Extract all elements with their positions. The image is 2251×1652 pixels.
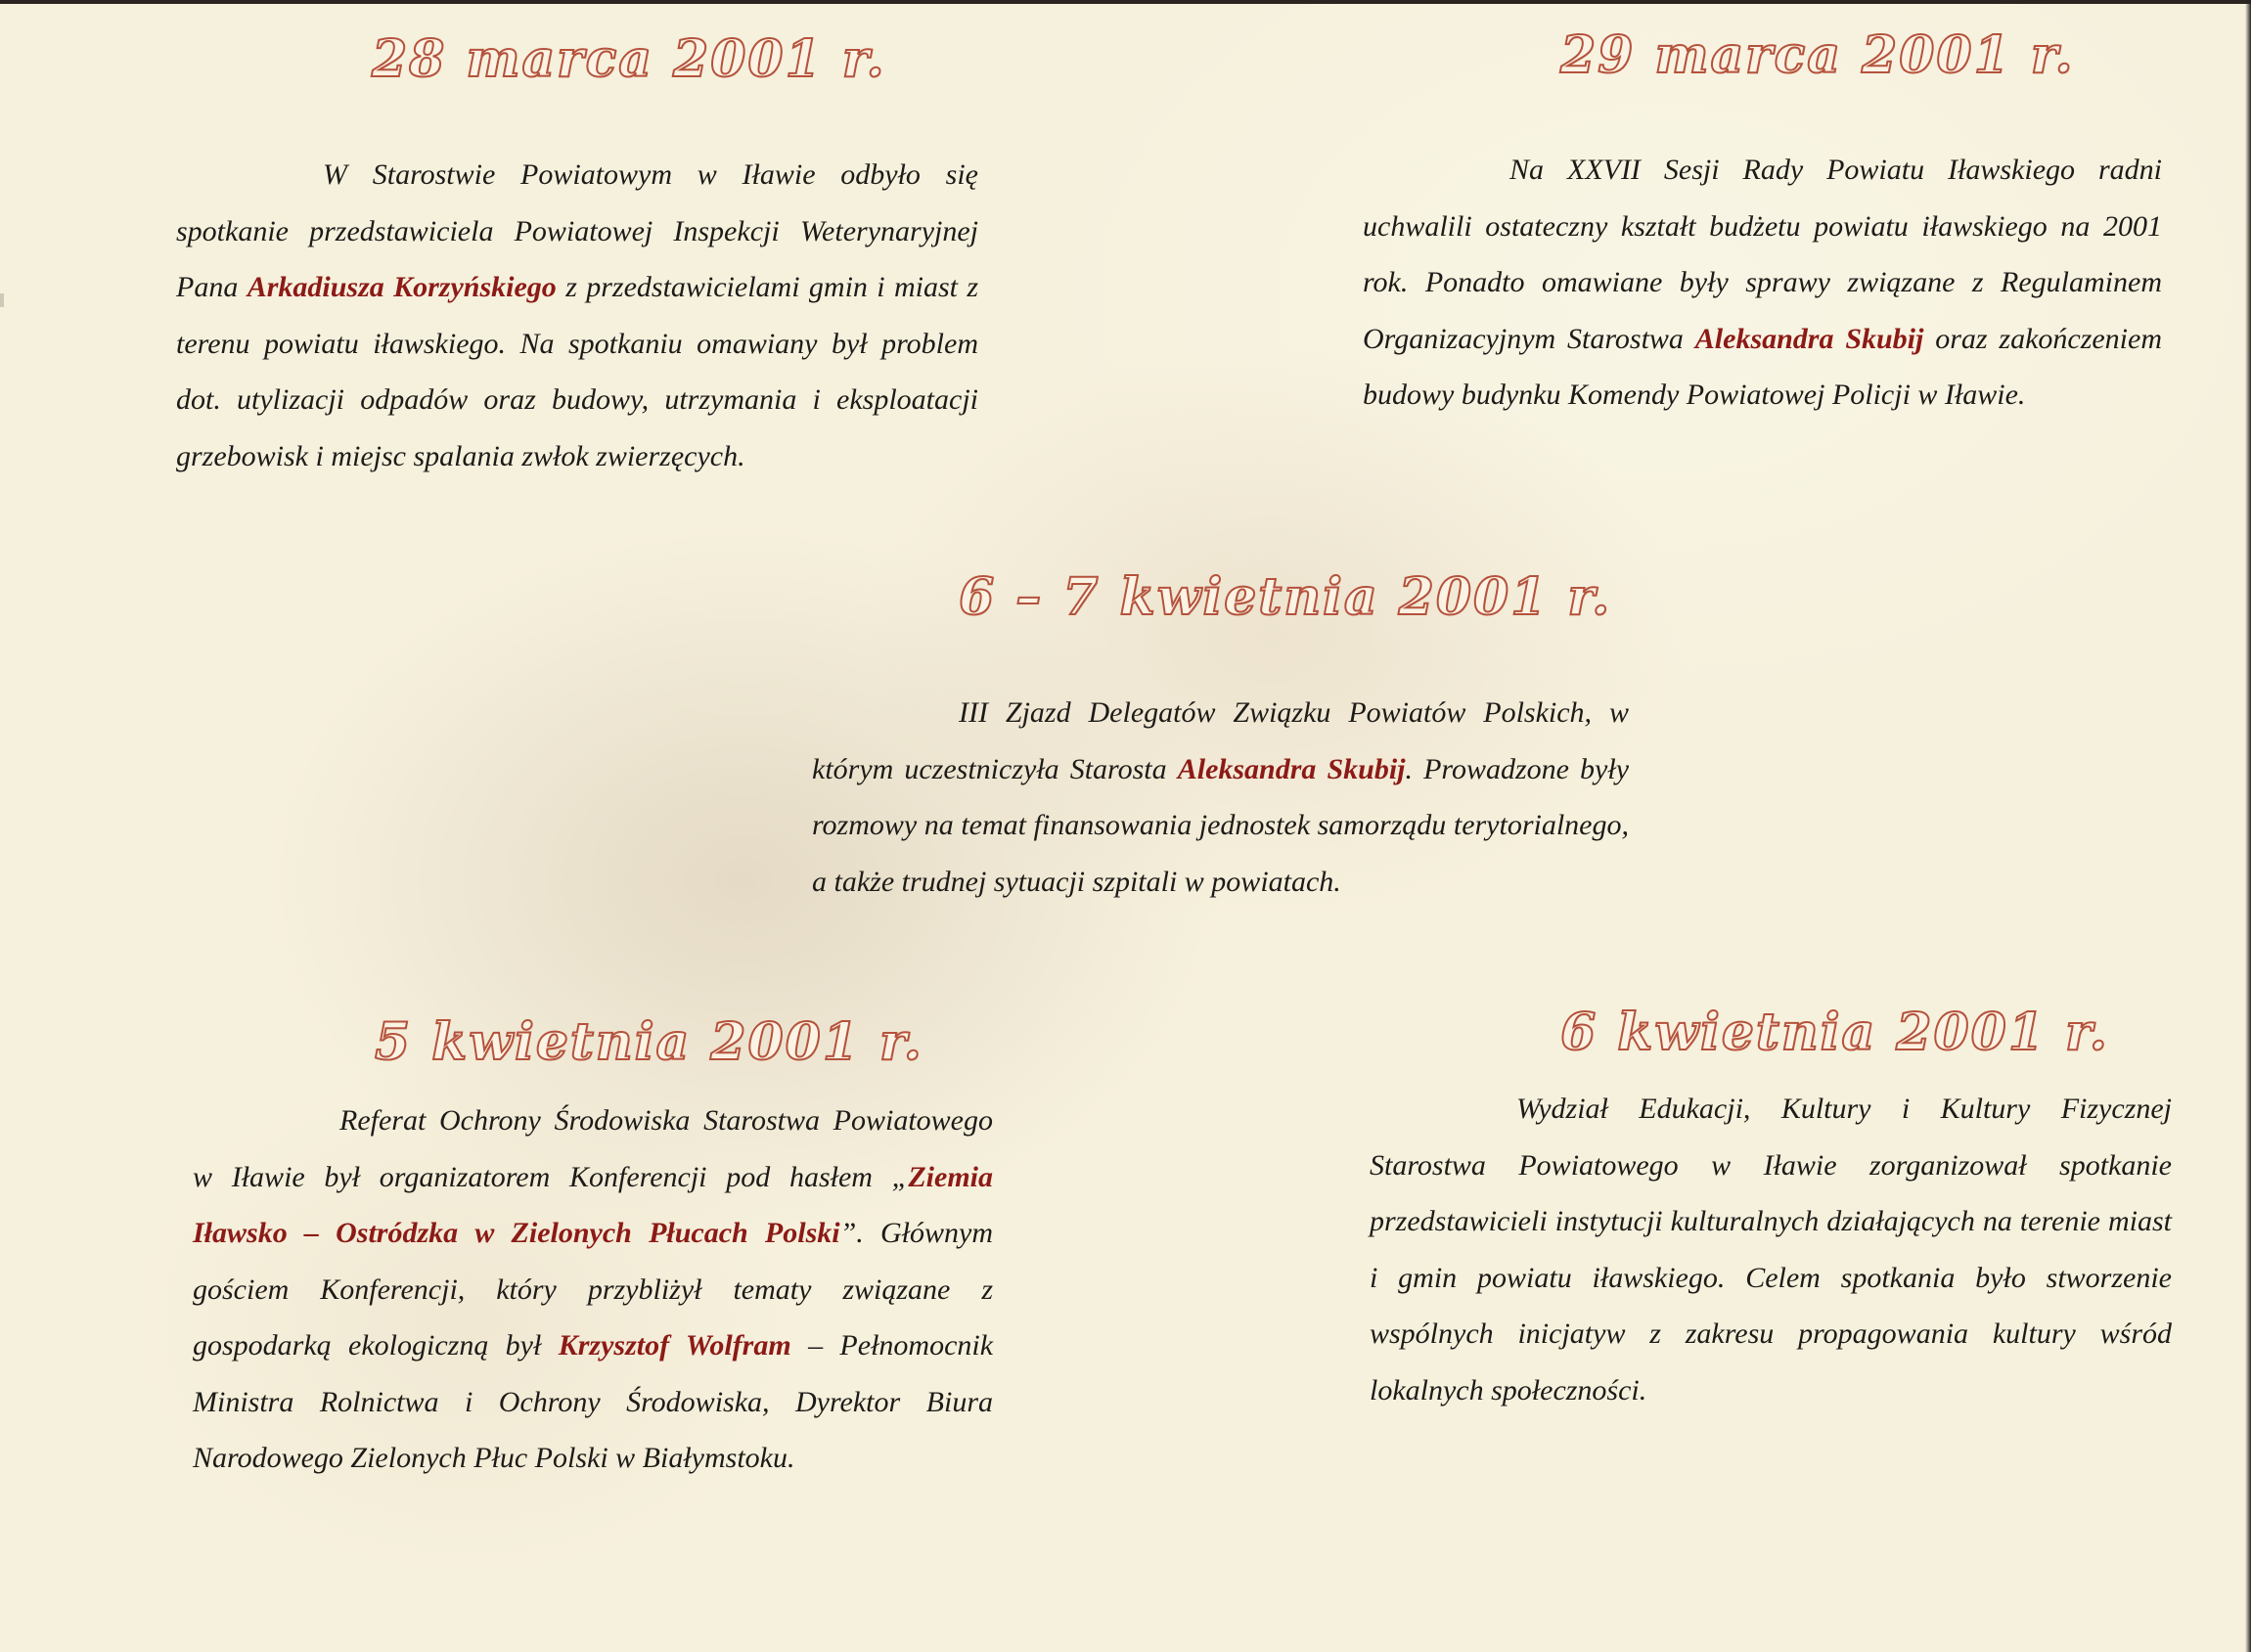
entry-29-marca [1363,142,2162,424]
entry-6-7-kwietnia-text-1: III Zjazd Delegatów Związku Powiatów Polskich, w którym uczestniczyła Starosta [812,696,1629,785]
entry-5-kwietnia [193,1093,993,1487]
date-heading-29-marca: 29 marca 2001 r. [1560,25,2075,85]
entry-5-kwietnia-text-1: Referat Ochrony Środowiska Starostwa Powiatowego w Iławie był organizatorem Konferencji pod hasłem „ [193,1104,993,1193]
person-name-skubij: Aleksandra Skubij [1694,322,1924,355]
entry-5-kwietnia-text-2: ”. Głównym gościem Konferencji, który przybliżył tematy związane z gospodarką ekologiczną był [193,1217,993,1362]
entry-6-7-kwietnia [812,685,1629,910]
date-heading-6-7-kwietnia: 6 – 7 kwietnia 2001 r. [959,567,1612,627]
entry-29-marca-text-1: Na XXVII Sesji Rady Powiatu Iławskiego radni uchwalili ostateczny kształt budżetu powiatu iławskiego na 2001 rok. Ponadto omawiane były sprawy związane z Regulaminem Organizacyjnym Starostwa [1363,154,2162,355]
scan-speck [0,293,4,307]
entry-28-marca [176,147,978,484]
entry-5-kwietnia-text-3: – Pełnomocnik Ministra Rolnictwa i Ochrony Środowiska, Dyrektor Biura Narodowego Zielonych Płuc Polski w Białymstoku. [193,1329,994,1474]
entry-28-marca-text-1: W Starostwie Powiatowym w Iławie odbyło się spotkanie przedstawiciela Powiatowej Inspekcji Weterynaryjnej Pana [176,158,978,303]
entry-6-7-kwietnia-text-2: . Prowadzone były rozmowy na temat finansowania jednostek samorządu terytorialnego, a także trudnej sytuacji szpitali w powiatach. [812,752,1630,898]
person-name-korzynski: Arkadiusza Korzyńskiego [247,271,557,303]
date-heading-5-kwietnia: 5 kwietnia 2001 r. [375,1012,923,1072]
scan-border-top [0,0,2251,4]
entry-28-marca-text-2: z przedstawicielami gmin i miast z terenu powiatu iławskiego. Na spotkaniu omawiany był problem dot. utylizacji odpadów oraz budowy, utrzymania i eksploatacji grzebowisk i miejsc spalania zwłok zwierzęcych. [176,271,979,472]
person-name-wolfram: Krzysztof Wolfram [558,1329,791,1362]
entry-29-marca-text-2: oraz zakończeniem budowy budynku Komendy Powiatowej Policji w Iławie. [1363,322,2163,411]
date-heading-6-kwietnia: 6 kwietnia 2001 r. [1560,1003,2109,1062]
event-name-ziemia-ilawsko-ostrodzka: Ziemia Iławsko – Ostródzka w Zielonych Płucach Polski [193,1160,993,1249]
person-name-skubij: Aleksandra Skubij [1177,752,1406,785]
date-heading-28-marca: 28 marca 2001 r. [372,29,886,89]
entry-6-kwietnia [1370,1081,2172,1418]
entry-6-kwietnia-text-1: Wydział Edukacji, Kultury i Kultury Fizycznej Starostwa Powiatowego w Iławie zorganizował spotkanie przedstawicieli instytucji kulturalnych działających na terenie miast i gmin powiatu iławskiego. Celem spotkania było stworzenie wspólnych inicjatyw z zakresu propagowania kultury wśród lokalnych społeczności. [1370,1093,2172,1406]
scan-border-right [2245,0,2251,1652]
